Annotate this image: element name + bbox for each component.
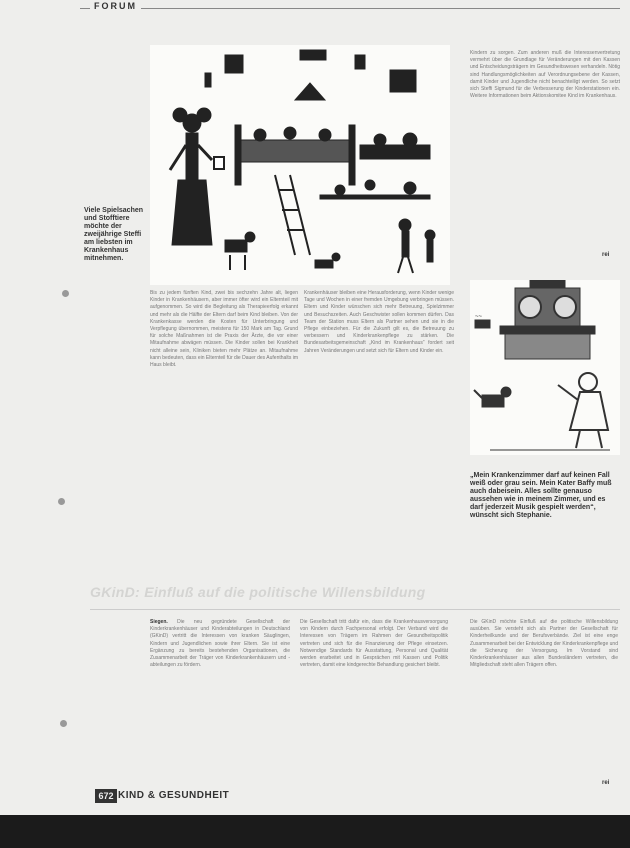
author-mark: rei (602, 252, 610, 258)
scan-edge-band (0, 815, 630, 848)
page-number: 672 (95, 789, 117, 803)
magazine-logo: KIND & GESUNDHEIT (118, 790, 230, 801)
article-column-right-top: Kindern zu sorgen. Zum anderen muß die Interessenvertretung vermehrt über die Grundlage für Veränderungen mit den Kassen und Entscheidungsträgern im Gesundheitswesen verhandeln. Nötig sind Handlungsmöglichkeiten auf Verordnungsebene der Kassen, damit Kinder und Jugendliche nicht benachteiligt werden. So setzt sich Steffi Sigmund für die Verbesserung der Kinderstationen ein. Weitere Informationen beim Aktionskomitee Kind im Krankenhaus. (470, 50, 620, 100)
binder-hole (58, 498, 65, 505)
dateline: Siegen. (150, 619, 168, 625)
drawing-room-illustration (470, 280, 620, 455)
bottom-column-1-text: Die neu gegründete Gesellschaft der Kinderkrankenhäuser und Kinderabteilungen in Deutschland (GKinD) vertritt die Interessen von kranken Säuglingen, Kindern und Jugendlichen sowie ihrer Eltern. Sie ist eine Ergänzung zu bereits bestehenden Organisationen, die Zusammenarbeit der Träger von Kinderkrankenhäusern und -abteilungen zu fördern. (150, 619, 290, 669)
bottom-column-3: Die GKinD möchte Einfluß auf die politische Willensbildung ausüben. Sie versteht sich als Partner der Gesellschaft für Kinderheilkunde und der Berufsverbände. Ziel ist eine enge Zusammenarbeit bei der Entwicklung der Kinderkrankenpflege und die Sicherung der Versorgung. Im Vorstand sind Kinderkrankenhäuser aus allen Bundesländern vertreten, die Mitgliedschaft steht allen Trägern offen. (470, 619, 618, 669)
binder-hole (62, 290, 69, 297)
article-column-1: Bis zu jedem fünften Kind, zwei bis sechzehn Jahre alt, liegen Kinder in Krankenhäusern, aber immer öfter wird ein Elternteil mit aufgenommen. So wird die Begleitung als Therapieerfolg erkannt und mehr als die Hälfte der Eltern darf beim Kind bleiben. Von der Krankenkasse werden die Kosten für Unterbringung und Verpflegung übernommen, meistens für 150 Mark am Tag. Grund für solche Maßnahmen ist die Praxis der Ärzte, die vor einer Mitaufnahme abwägen müssen. Die Kinder sollen bei Krankheit nicht alleine sein, Kliniken bieten mehr Plätze an. Mitaufnahme kann bedeuten, dass ein Elternteil für die Dauer des Aufenthalts im Haus bleibt. (150, 290, 298, 369)
caption-right: „Mein Krankenzimmer darf auf keinen Fall weiß oder grau sein. Mein Kater Baffy muß auch dabeisein. Alles sollte genauso aussehen wie in meinem Zimmer, und es darf jederzeit Musik gespielt werden“, wünscht sich Stephanie. (470, 472, 612, 519)
header-rule (80, 8, 620, 9)
bottom-column-1 (150, 619, 290, 739)
article-column-2: Krankenhäuser bleiben eine Herausforderung, wenn Kinder wenige Tage und Wochen in einer fremden Umgebung verbringen müssen. Eltern und Kinder wünschen sich mehr Betreuung, Spielzimmer und Besuchszeiten. Auch Geschwister sollen kommen dürfen. Das Team der Station muss Eltern als Partner sehen und sie in die Pflege einbeziehen. Für die Zukunft gilt es, die Betreuung zu verbessern und Kinderkrankenpflege zu stärken. Die Bundesarbeitsgemeinschaft „Kind im Krankenhaus“ fordert seit Jahren Veränderungen und setzt sich für Eltern und Kinder ein. (304, 290, 454, 354)
child-drawing-room (470, 280, 620, 455)
caption-left: Viele Spielsachen und Stofftiere möchte der zweijährige Steffi am liebsten im Krankenhaus mitnehmen. (84, 207, 144, 262)
binder-hole (60, 720, 67, 727)
svg-text:~~: ~~ (475, 314, 483, 320)
drawing-toys-illustration (150, 45, 450, 285)
headline-rule (90, 609, 620, 610)
author-mark-bottom: rei (602, 780, 610, 786)
article-headline: GKinD: Einfluß auf die politische Willensbildung (90, 584, 426, 600)
section-header: FORUM (90, 1, 141, 11)
bottom-column-2: Die Gesellschaft tritt dafür ein, dass die Krankenhausversorgung von Kindern durch Fachpersonal erfolgt. Der Verband wird die Interessen von Trägern im Rahmen der Gesundheitspolitik vertreten und sich für die Finanzierung der Pflege einsetzen. Notwendige Standards für Ausstattung, Personal und Qualität werden erarbeitet und in Gesprächen mit Kassen und Politik vertreten, damit eine kindgerechte Behandlung gesichert bleibt. (300, 619, 448, 669)
child-drawing-toys (150, 45, 450, 285)
